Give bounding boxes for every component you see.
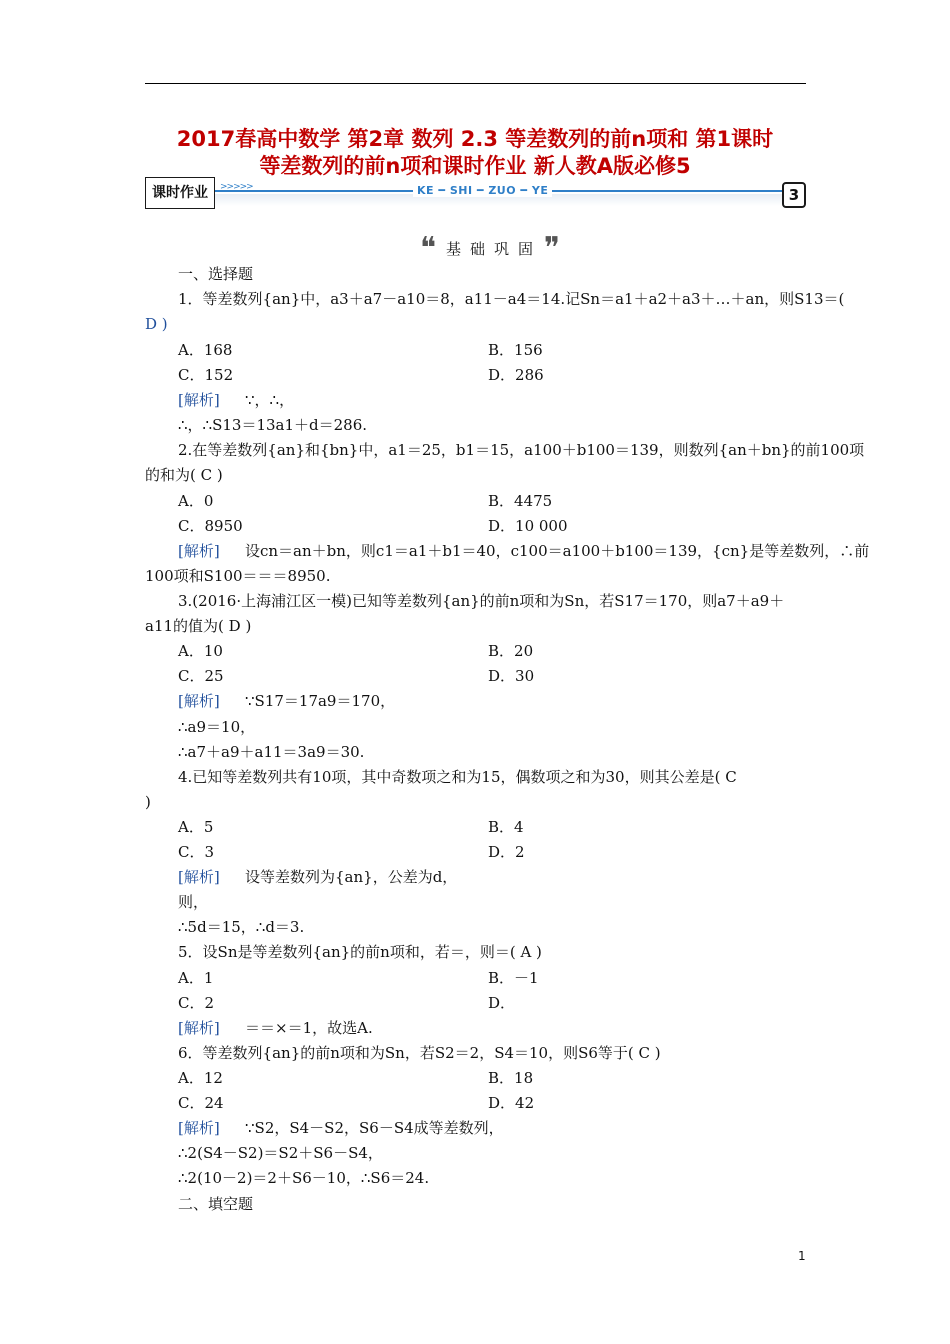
q5-option-d: D．	[488, 994, 516, 1012]
q1-option-d: D．286	[488, 366, 544, 384]
q4-option-d: D．2	[488, 843, 525, 861]
q6-option-d: D．42	[488, 1094, 535, 1112]
q3-stem: 3.(2016·上海浦江区一模)已知等差数列{an}的前n项和为Sn，若S17＝170，则a7＋a9＋	[178, 592, 785, 610]
title-line-2: 等差数列的前n项和课时作业 新人教A版必修5	[259, 154, 691, 178]
heading-fill-in: 二、填空题	[178, 1195, 254, 1213]
q2-stem: 2.在等差数列{an}和{bn}中，a1＝25，b1＝15，a100＋b100＝139，则数列{an＋bn}的前100项	[178, 441, 865, 459]
heading-choice: 一、选择题	[178, 265, 254, 283]
q4-analysis-1: 设等差数列为{an}，公差为d，	[245, 868, 458, 886]
q6-analysis-2: ∴2(S4－S2)＝S2＋S6－S4，	[178, 1144, 383, 1162]
q4-analysis-2: 则，	[178, 893, 209, 911]
q2-stem-cont: 的和为( C )	[145, 466, 223, 484]
q1-analysis-2: ∴，∴S13＝13a1＋d＝286.	[178, 416, 368, 434]
q5-analysis-1: ＝＝×＝1，故选A.	[245, 1019, 373, 1037]
q2-analysis-2: 100项和S100＝＝＝8950.	[145, 567, 331, 585]
q4-stem-cont: )	[145, 793, 151, 811]
q1-stem: 1．等差数列{an}中，a3＋a7－a10＝8，a11－a4＝14.记Sn＝a1＋a2＋a3＋…＋an，则S13＝(	[178, 290, 845, 308]
open-quote-icon: ❝	[420, 231, 437, 266]
q5-option-a: A．1	[178, 969, 214, 987]
q5-option-b: B．－1	[488, 969, 539, 987]
page-number: 1	[798, 1249, 806, 1263]
q1-option-a: A．168	[178, 341, 233, 359]
q6-option-a: A．12	[178, 1069, 223, 1087]
q6-analysis-1: ∵S2，S4－S2，S6－S4成等差数列，	[245, 1119, 504, 1137]
q5-stem: 5．设Sn是等差数列{an}的前n项和，若＝，则＝( A )	[178, 943, 542, 961]
q5-analysis-tag: [解析]	[178, 1019, 220, 1037]
q4-analysis-tag: [解析]	[178, 868, 220, 886]
title-line-1: 2017春高中数学 第2章 数列 2.3 等差数列的前n项和 第1课时	[176, 127, 774, 151]
section-title: 基础巩固	[446, 240, 543, 258]
q1-option-c: C．152	[178, 366, 234, 384]
q6-option-b: B．18	[488, 1069, 534, 1087]
q3-option-c: C．25	[178, 667, 224, 685]
q3-stem-cont: a11的值为( D )	[145, 617, 252, 635]
q2-analysis-tag: [解析]	[178, 542, 220, 560]
q2-option-a: A．0	[178, 492, 214, 510]
q1-analysis-1: ∵，∴，	[245, 391, 295, 409]
q4-option-b: B．4	[488, 818, 524, 836]
q2-option-b: B．4475	[488, 492, 553, 510]
q6-stem: 6．等差数列{an}的前n项和为Sn，若S2＝2，S4＝10，则S6等于( C )	[178, 1044, 661, 1062]
q2-analysis-1: 设cn＝an＋bn，则c1＝a1＋b1＝40，c100＝a100＋b100＝139，{cn}是等差数列，∴前	[245, 542, 870, 560]
q4-option-a: A．5	[178, 818, 214, 836]
q3-analysis-tag: [解析]	[178, 692, 220, 710]
q6-option-c: C．24	[178, 1094, 224, 1112]
q2-option-d: D．10 000	[488, 517, 568, 535]
homework-banner	[145, 177, 806, 211]
q1-analysis-tag: [解析]	[178, 391, 220, 409]
banner-label: 课时作业	[145, 177, 215, 209]
section-heading	[420, 231, 560, 266]
q5-option-c: C．2	[178, 994, 215, 1012]
q2-option-c: C．8950	[178, 517, 243, 535]
q3-analysis-2: ∴a9＝10，	[178, 718, 256, 736]
q3-analysis-1: ∵S17＝17a9＝170，	[245, 692, 396, 710]
q4-option-c: C．3	[178, 843, 215, 861]
q4-stem: 4.已知等差数列共有10项，其中奇数项之和为15，偶数项之和为30，则其公差是( C	[178, 768, 737, 786]
close-quote-icon: ❞	[543, 231, 560, 266]
q4-analysis-3: ∴5d＝15，∴d＝3.	[178, 918, 305, 936]
q3-analysis-3: ∴a7＋a9＋a11＝3a9＝30.	[178, 743, 365, 761]
q6-analysis-3: ∴2(10－2)＝2＋S6－10，∴S6＝24.	[178, 1169, 430, 1187]
banner-pinyin: KE ━ SHI ━ ZUO ━ YE	[413, 184, 552, 197]
q3-option-d: D．30	[488, 667, 535, 685]
banner-number: 3	[782, 182, 806, 208]
q3-option-b: B．20	[488, 642, 534, 660]
q1-answer: D )	[145, 315, 168, 333]
q1-option-b: B．156	[488, 341, 543, 359]
header-rule	[145, 83, 806, 84]
banner-arrows: >>>>>	[220, 182, 253, 192]
q3-option-a: A．10	[178, 642, 223, 660]
q6-analysis-tag: [解析]	[178, 1119, 220, 1137]
